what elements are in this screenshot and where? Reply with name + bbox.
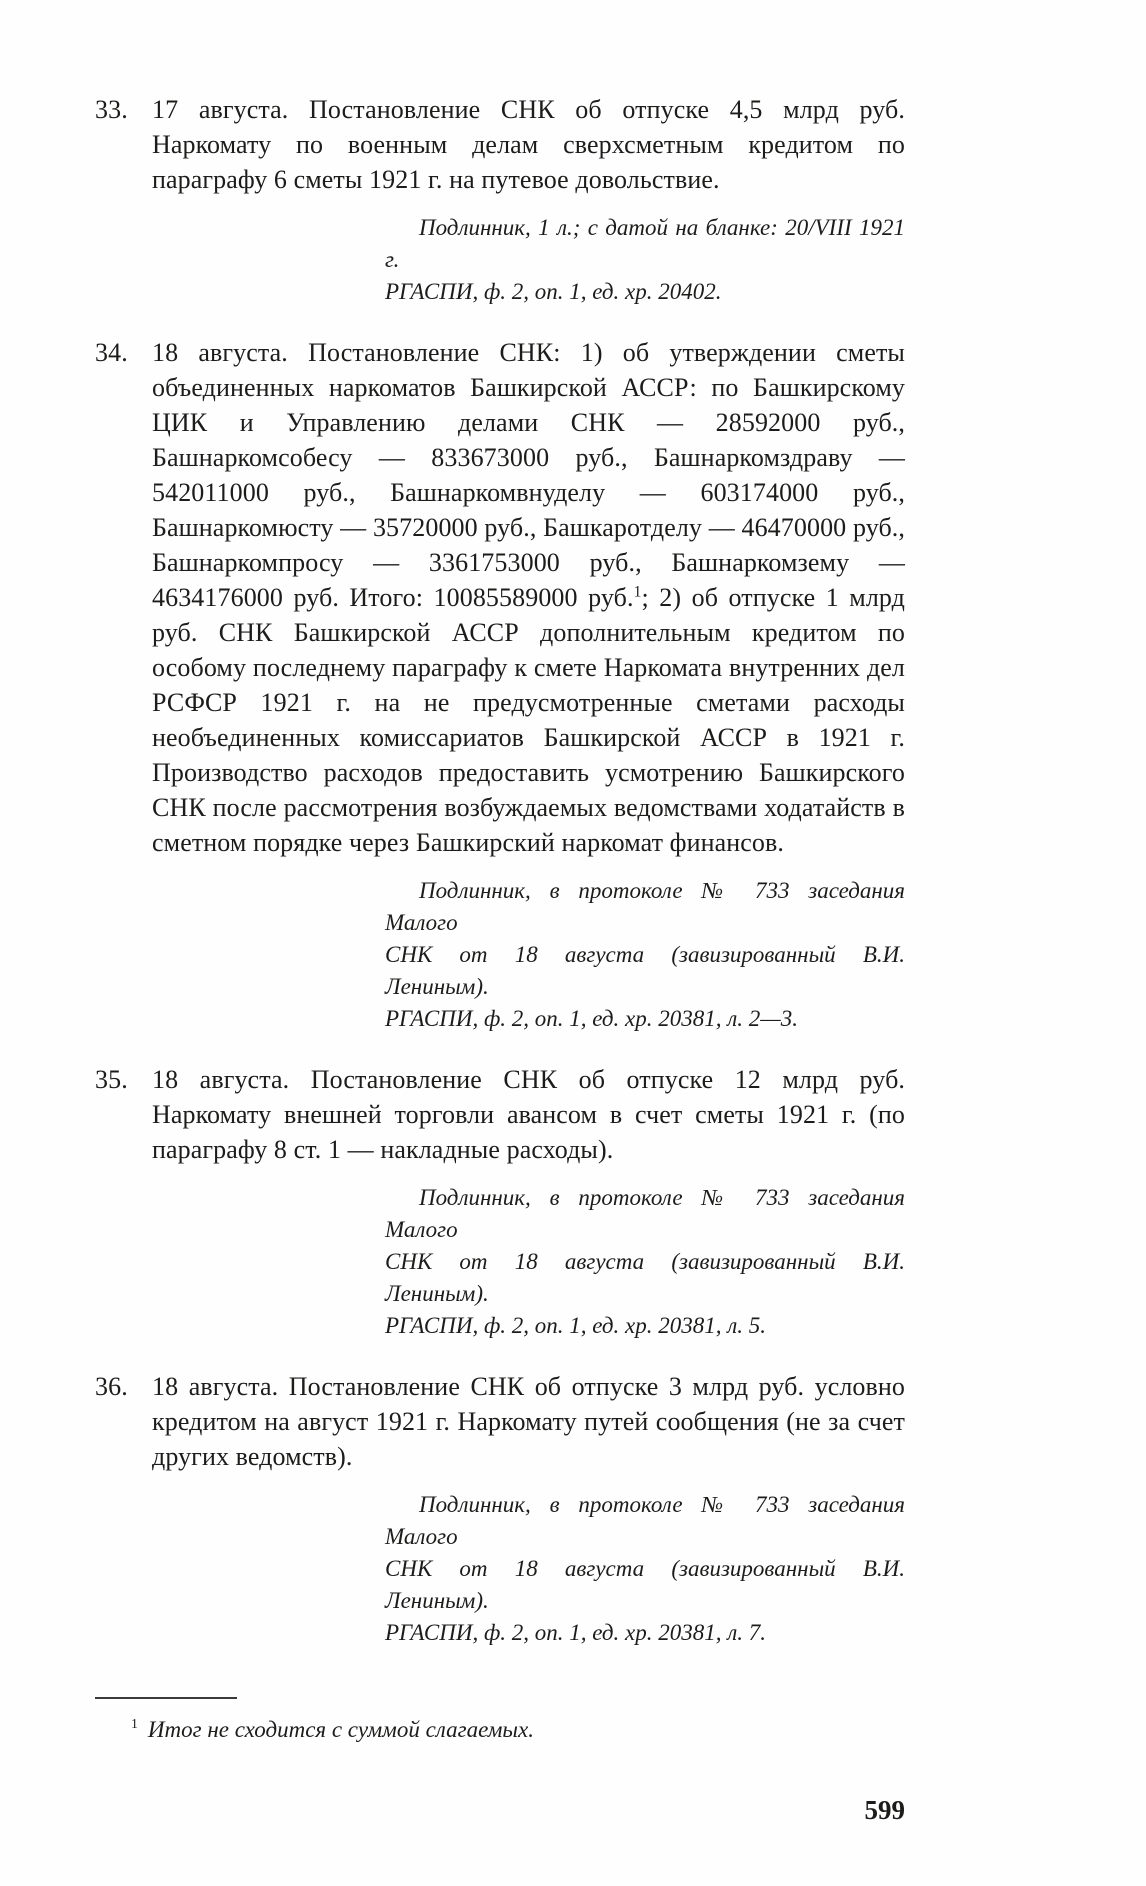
footnote-separator [95,1697,237,1699]
source-line: РГАСПИ, ф. 2, оп. 1, ед. хр. 20381, л. 2—3. [385,1006,798,1031]
source-line: Подлинник, 1 л.; с датой на бланке: 20/VIII 1921 г. [385,215,905,272]
entry-text: 18 августа. Постановление СНК: 1) об утверждении сметы объединенных наркоматов Башкирской АССР: по Башкирскому ЦИК и Управлению делами СНК — 28592000 руб., Башнаркомсобесу — 833673000 руб., Башнаркомздраву — 542011000 руб., Башнаркомвнуделу — 603174000 руб., Башнаркомюсту — 35720000 руб., Башкаротделу — 46470000 руб., Башнаркомпросу — 3361753000 руб., Башнаркомзему — 4634176000 руб. Итого: 10085589000 руб. [152,338,905,612]
footnote [95,1715,905,1745]
entry-number: 35. [95,1065,128,1094]
source-line: РГАСПИ, ф. 2, оп. 1, ед. хр. 20381, л. 5. [385,1313,767,1338]
entry [95,1369,905,1649]
source-line: СНК от 18 августа (завизированный В.И. Лениным). [385,942,905,999]
entry-number: 33. [95,95,128,124]
entry-text: 18 августа. Постановление СНК об отпуске 12 млрд руб. Наркомату внешней торговли авансом в счет сметы 1921 г. (по параграфу 8 ст. 1 — накладные расходы). [152,1065,905,1164]
entry-source [385,1489,905,1649]
entry-body [95,1062,905,1167]
footnote-text: Итог не сходится с суммой слагаемых. [147,1717,534,1742]
entry-body [95,1369,905,1474]
footnote-reference: 1 [633,583,642,601]
source-line: Подлинник, в протоколе № 733 заседания Малого [385,878,905,935]
entry-body [95,335,905,860]
entry-source [385,1182,905,1342]
entry [95,335,905,1035]
entry-source [385,212,905,308]
entry [95,92,905,308]
entry-source [385,875,905,1035]
footnote-marker: 1 [131,1716,138,1732]
entry-text: 17 августа. Постановление СНК об отпуске 4,5 млрд руб. Наркомату по военным делам сверхсметным кредитом по параграфу 6 сметы 1921 г. на путевое довольствие. [152,95,905,194]
entry-text: 18 августа. Постановление СНК об отпуске 3 млрд руб. условно кредитом на август 1921 г. Наркомату путей сообщения (не за счет других ведомств). [152,1372,905,1471]
source-line: Подлинник, в протоколе № 733 заседания Малого [385,1185,905,1242]
entry-number: 36. [95,1372,128,1401]
source-line: РГАСПИ, ф. 2, оп. 1, ед. хр. 20381, л. 7. [385,1620,767,1645]
source-line: СНК от 18 августа (завизированный В.И. Лениным). [385,1556,905,1613]
page-number: 599 [864,1795,905,1825]
source-line: РГАСПИ, ф. 2, оп. 1, ед. хр. 20402. [385,279,722,304]
source-line: Подлинник, в протоколе № 733 заседания Малого [385,1492,905,1549]
entry-body [95,92,905,197]
entry-text: ; 2) об отпуске 1 млрд руб. СНК Башкирской АССР дополнительным кредитом по особому последнему параграфу к смете Наркомата внутренних дел РСФСР 1921 г. на не предусмотренные сметами расходы необъединенных комиссариатов Башкирской АССР в 1921 г. Производство расходов предоставить усмотрению Башкирского СНК после рассмотрения возбуждаемых ведомствами ходатайств в сметном порядке через Башкирский наркомат финансов. [152,583,906,857]
source-line: СНК от 18 августа (завизированный В.И. Лениным). [385,1249,905,1306]
entry-number: 34. [95,338,128,367]
entries-list [95,92,905,1649]
entry [95,1062,905,1342]
